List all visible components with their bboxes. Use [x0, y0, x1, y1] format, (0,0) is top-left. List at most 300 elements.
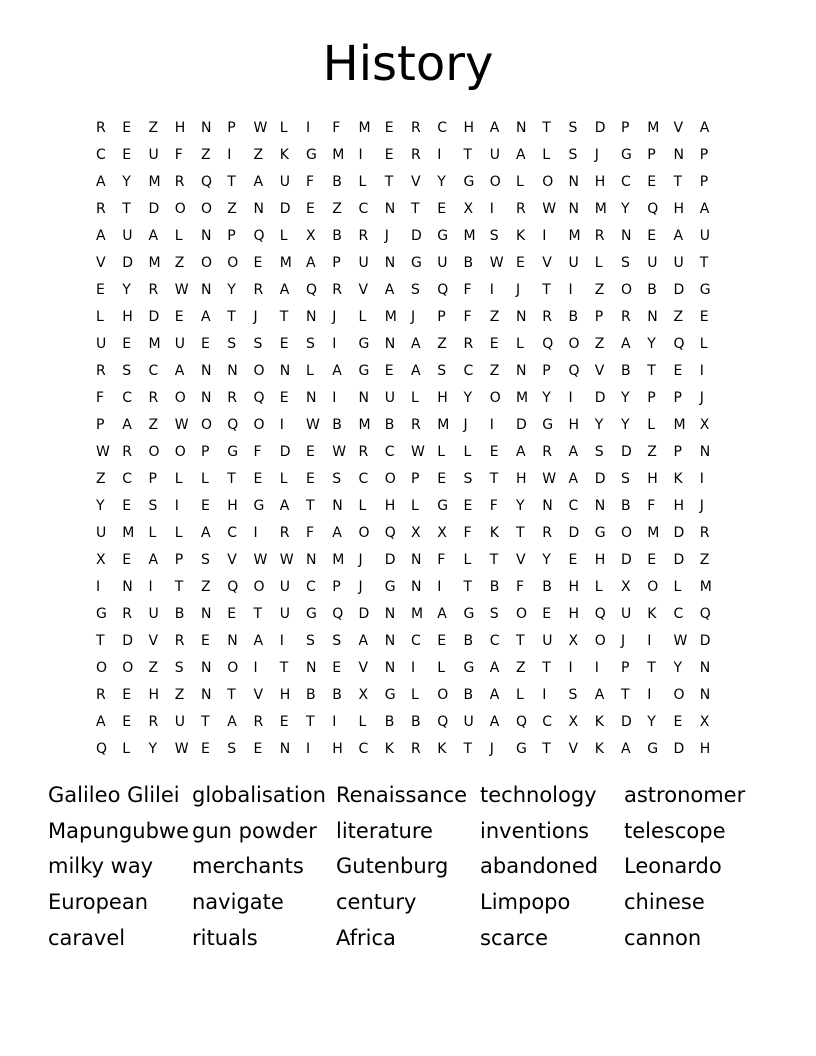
grid-letter: F [489, 498, 498, 514]
grid-letter: A [332, 525, 342, 541]
grid-letter: O [594, 633, 606, 649]
grid-letter: S [621, 471, 630, 487]
grid-letter: M [279, 255, 292, 271]
grid-letter: G [358, 363, 370, 379]
grid-letter: S [306, 336, 315, 352]
grid-letter: N [699, 687, 711, 703]
grid-letter: D [358, 606, 370, 622]
grid-letter: Y [621, 417, 630, 433]
grid-letter: D [621, 552, 632, 568]
grid-letter: M [647, 525, 660, 541]
grid-letter: G [411, 255, 422, 271]
grid-letter: G [306, 147, 317, 163]
grid-letter: T [542, 741, 551, 757]
grid-letter: E [122, 120, 132, 136]
grid-letter: M [358, 417, 371, 433]
grid-letter: H [516, 471, 527, 487]
word-bank-item: Leonardo [624, 854, 722, 879]
grid-letter: R [358, 228, 369, 244]
grid-letter: E [201, 633, 210, 649]
grid-letter: E [384, 120, 394, 136]
word-bank [48, 778, 768, 956]
grid-letter: X [568, 714, 579, 730]
grid-letter: B [384, 714, 395, 730]
grid-letter: F [463, 309, 472, 325]
grid-letter: T [227, 687, 236, 703]
grid-letter: N [201, 687, 212, 703]
grid-letter: F [174, 147, 183, 163]
grid-letter: E [489, 444, 499, 460]
grid-letter: D [148, 201, 160, 217]
grid-letter: R [96, 687, 106, 703]
grid-letter: I [306, 120, 311, 136]
grid-letter: Q [647, 201, 659, 217]
grid-letter: Y [463, 390, 473, 406]
word-bank-item: literature [336, 818, 433, 843]
grid-letter: Y [673, 660, 683, 676]
grid-row [96, 736, 726, 763]
grid-letter: D [673, 282, 685, 298]
grid-letter: Z [699, 552, 710, 568]
grid-letter: R [148, 390, 159, 406]
grid-letter: R [253, 714, 264, 730]
grid-letter: O [489, 174, 501, 190]
grid-letter: T [647, 660, 656, 676]
grid-letter: G [96, 606, 107, 622]
grid-letter: G [516, 741, 527, 757]
grid-letter: D [516, 417, 527, 433]
grid-letter: K [594, 741, 604, 757]
grid-letter: W [306, 417, 320, 433]
grid-letter: X [437, 525, 447, 541]
grid-letter: L [174, 228, 183, 244]
grid-letter: I [411, 660, 416, 676]
grid-letter: P [699, 174, 709, 190]
grid-letter: L [673, 579, 682, 595]
grid-letter: R [174, 633, 185, 649]
grid-letter: U [437, 255, 448, 271]
grid-letter: C [122, 471, 133, 487]
grid-letter: F [463, 525, 472, 541]
grid-letter: S [148, 498, 158, 514]
grid-letter: Q [306, 282, 318, 298]
grid-letter: T [463, 741, 473, 757]
word-bank-item: century [336, 890, 417, 915]
grid-letter: Y [122, 282, 131, 298]
grid-letter: A [437, 606, 447, 622]
grid-letter: S [463, 471, 473, 487]
grid-letter: D [673, 552, 685, 568]
grid-letter: J [699, 498, 704, 514]
grid-letter: R [148, 714, 159, 730]
grid-letter: E [306, 471, 315, 487]
grid-letter: C [568, 498, 579, 514]
grid-letter: K [647, 606, 657, 622]
grid-letter: W [411, 444, 425, 460]
grid-letter: S [489, 228, 499, 244]
grid-letter: K [489, 525, 499, 541]
grid-letter: L [516, 174, 524, 190]
grid-letter: U [174, 714, 185, 730]
grid-letter: I [279, 417, 284, 433]
grid-letter: O [174, 390, 186, 406]
grid-letter: N [253, 201, 264, 217]
grid-letter: I [358, 147, 363, 163]
grid-letter: I [568, 660, 573, 676]
grid-letter: L [148, 525, 157, 541]
grid-letter: V [568, 741, 579, 757]
grid-letter: E [96, 282, 105, 298]
grid-letter: O [148, 444, 160, 460]
grid-letter: V [358, 660, 369, 676]
grid-letter: C [96, 147, 106, 163]
grid-letter: C [542, 714, 553, 730]
grid-letter: L [358, 174, 367, 190]
grid-letter: H [699, 741, 711, 757]
grid-letter: G [358, 336, 370, 352]
grid-letter: E [463, 498, 473, 514]
grid-letter: S [306, 633, 315, 649]
grid-letter: T [489, 471, 499, 487]
grid-letter: N [201, 282, 212, 298]
grid-letter: E [201, 741, 210, 757]
grid-letter: B [332, 228, 342, 244]
grid-letter: M [699, 579, 712, 595]
grid-letter: M [384, 309, 397, 325]
grid-letter: Z [673, 309, 684, 325]
grid-letter: H [647, 471, 658, 487]
grid-letter: D [594, 390, 606, 406]
grid-letter: Y [542, 552, 551, 568]
grid-row [96, 709, 726, 736]
grid-letter: N [201, 363, 212, 379]
grid-row [96, 466, 726, 493]
grid-letter: N [201, 390, 212, 406]
grid-letter: P [437, 309, 446, 325]
grid-letter: O [516, 606, 528, 622]
grid-letter: S [174, 660, 184, 676]
grid-letter: S [489, 606, 499, 622]
grid-letter: T [516, 525, 525, 541]
grid-letter: L [542, 147, 551, 163]
grid-letter: L [201, 471, 209, 487]
grid-letter: M [463, 228, 476, 244]
grid-letter: A [594, 687, 605, 703]
grid-letter: A [411, 336, 421, 352]
grid-letter: T [463, 579, 473, 595]
grid-letter: A [122, 417, 132, 433]
word-bank-item: cannon [624, 925, 702, 950]
grid-letter: U [174, 336, 185, 352]
grid-letter: O [253, 363, 265, 379]
grid-letter: R [542, 525, 552, 541]
grid-letter: A [332, 363, 342, 379]
grid-letter: I [699, 363, 704, 379]
grid-letter: V [227, 552, 237, 568]
grid-letter: F [437, 552, 446, 568]
grid-letter: A [96, 174, 106, 190]
grid-letter: W [174, 417, 189, 433]
grid-letter: N [201, 120, 212, 136]
grid-letter: I [332, 714, 337, 730]
grid-letter: V [594, 363, 605, 379]
grid-letter: Q [384, 525, 396, 541]
grid-letter: N [122, 579, 133, 595]
grid-letter: H [122, 309, 133, 325]
grid-letter: S [568, 687, 578, 703]
word-bank-item: astronomer [624, 783, 746, 808]
grid-letter: N [516, 120, 527, 136]
grid-letter: A [279, 498, 290, 514]
grid-letter: Q [437, 714, 449, 730]
grid-letter: W [542, 201, 557, 217]
grid-letter: E [201, 336, 210, 352]
grid-letter: F [306, 174, 315, 190]
word-bank-item: globalisation [192, 783, 326, 808]
grid-letter: Y [647, 336, 656, 352]
grid-letter: W [489, 255, 504, 271]
grid-letter: N [516, 309, 527, 325]
grid-letter: O [621, 525, 633, 541]
grid-letter: B [489, 579, 500, 595]
grid-letter: N [306, 552, 317, 568]
grid-letter: L [279, 228, 288, 244]
grid-letter: N [279, 363, 291, 379]
grid-letter: Y [621, 390, 630, 406]
grid-letter: N [384, 201, 396, 217]
grid-letter: V [516, 552, 526, 568]
grid-letter: I [647, 633, 652, 649]
grid-letter: H [148, 687, 160, 703]
grid-letter: S [621, 255, 630, 271]
grid-letter: Y [621, 201, 630, 217]
grid-letter: E [489, 336, 499, 352]
grid-letter: N [227, 363, 238, 379]
grid-letter: R [411, 147, 421, 163]
grid-letter: R [227, 390, 237, 406]
grid-letter: J [358, 579, 363, 595]
grid-letter: E [122, 714, 132, 730]
grid-letter: A [306, 255, 316, 271]
grid-letter: Z [516, 660, 526, 676]
grid-letter: X [411, 525, 421, 541]
grid-letter: D [621, 444, 632, 460]
grid-letter: P [621, 660, 630, 676]
grid-row [96, 304, 726, 331]
grid-letter: W [542, 471, 557, 487]
word-bank-item: caravel [48, 925, 126, 950]
grid-letter: T [227, 174, 236, 190]
grid-letter: X [96, 552, 106, 568]
grid-letter: U [279, 174, 290, 190]
grid-letter: E [122, 498, 132, 514]
grid-letter: I [227, 147, 232, 163]
grid-letter: R [411, 120, 421, 136]
grid-letter: M [568, 228, 581, 244]
grid-letter: L [463, 444, 472, 460]
grid-letter: K [279, 147, 289, 163]
grid-letter: G [594, 525, 606, 541]
word-bank-item: abandoned [480, 854, 599, 879]
grid-letter: M [332, 552, 345, 568]
grid-letter: K [516, 228, 526, 244]
grid-letter: B [463, 687, 474, 703]
grid-letter: Y [227, 282, 236, 298]
grid-letter: N [201, 228, 212, 244]
grid-letter: W [96, 444, 110, 460]
grid-letter: Z [332, 201, 342, 217]
grid-letter: M [437, 417, 450, 433]
grid-letter: A [621, 741, 631, 757]
grid-letter: E [253, 741, 263, 757]
grid-letter: L [358, 498, 367, 514]
grid-letter: M [148, 336, 161, 352]
grid-letter: A [621, 336, 631, 352]
grid-letter: K [437, 741, 447, 757]
grid-letter: I [568, 390, 573, 406]
grid-row [96, 655, 726, 682]
grid-letter: N [699, 444, 711, 460]
grid-letter: Y [96, 498, 105, 514]
grid-letter: D [594, 120, 606, 136]
grid-letter: X [306, 228, 316, 244]
grid-letter: V [96, 255, 106, 271]
grid-letter: I [332, 390, 337, 406]
grid-letter: E [437, 633, 447, 649]
grid-letter: N [358, 390, 369, 406]
grid-letter: C [621, 174, 631, 190]
grid-letter: M [148, 255, 161, 271]
word-bank-item: Galileo Glilei [48, 783, 180, 808]
grid-letter: U [489, 147, 500, 163]
grid-letter: Y [148, 741, 158, 757]
grid-letter: M [594, 201, 607, 217]
grid-letter: N [647, 309, 658, 325]
grid-row [96, 250, 726, 277]
grid-letter: U [122, 228, 133, 244]
grid-letter: U [96, 336, 107, 352]
grid-letter: Q [568, 363, 580, 379]
grid-row [96, 520, 726, 547]
grid-letter: N [384, 255, 396, 271]
grid-letter: S [568, 120, 578, 136]
grid-letter: C [148, 363, 159, 379]
grid-letter: T [621, 687, 630, 703]
grid-letter: Q [253, 228, 265, 244]
grid-letter: B [174, 606, 185, 622]
grid-letter: P [673, 390, 682, 406]
grid-letter: Z [174, 687, 185, 703]
grid-letter: U [96, 525, 107, 541]
grid-letter: T [673, 174, 683, 190]
grid-letter: O [253, 579, 265, 595]
grid-letter: Y [542, 390, 551, 406]
word-bank-item: chinese [624, 890, 705, 915]
word-bank-item: Mapungubwe [48, 818, 190, 843]
grid-letter: Z [201, 147, 211, 163]
grid-letter: I [437, 579, 442, 595]
grid-letter: T [253, 606, 263, 622]
grid-letter: X [699, 417, 710, 433]
grid-letter: E [253, 471, 263, 487]
grid-letter: Q [227, 579, 239, 595]
grid-letter: W [673, 633, 688, 649]
grid-letter: A [227, 714, 237, 730]
grid-letter: A [201, 309, 211, 325]
word-bank-item: Renaissance [336, 783, 468, 808]
grid-letter: E [673, 714, 683, 730]
grid-letter: D [122, 633, 134, 649]
grid-letter: L [594, 579, 603, 595]
grid-letter: H [279, 687, 291, 703]
grid-letter: T [647, 363, 656, 379]
grid-letter: P [621, 120, 630, 136]
grid-letter: O [201, 201, 213, 217]
grid-letter: Y [647, 714, 656, 730]
grid-letter: R [463, 336, 474, 352]
grid-letter: L [516, 336, 524, 352]
grid-letter: P [148, 471, 157, 487]
grid-letter: B [411, 714, 421, 730]
grid-letter: Z [148, 660, 159, 676]
grid-letter: U [568, 255, 579, 271]
grid-letter: O [673, 687, 685, 703]
grid-letter: O [647, 579, 659, 595]
grid-letter: F [306, 525, 315, 541]
word-bank-item: inventions [480, 818, 589, 843]
grid-letter: E [306, 201, 315, 217]
grid-letter: G [306, 606, 317, 622]
grid-letter: R [148, 282, 159, 298]
grid-letter: E [253, 255, 263, 271]
grid-letter: B [621, 363, 631, 379]
grid-letter: L [437, 444, 446, 460]
grid-letter: V [542, 255, 552, 271]
grid-letter: X [621, 579, 631, 595]
grid-letter: O [174, 444, 186, 460]
grid-letter: R [174, 174, 185, 190]
grid-row [96, 196, 726, 223]
word-bank-item: Limpopo [480, 890, 571, 915]
grid-letter: I [568, 282, 573, 298]
grid-letter: T [279, 660, 289, 676]
grid-letter: X [568, 633, 579, 649]
grid-letter: N [568, 201, 579, 217]
word-bank-item: scarce [480, 925, 548, 950]
grid-letter: Z [489, 309, 500, 325]
grid-letter: E [673, 363, 683, 379]
grid-letter: I [489, 282, 494, 298]
grid-letter: J [358, 552, 363, 568]
grid-row [96, 331, 726, 358]
grid-letter: D [411, 228, 422, 244]
grid-letter: Z [253, 147, 264, 163]
grid-letter: C [437, 120, 448, 136]
grid-letter: O [201, 417, 213, 433]
grid-letter: S [227, 741, 237, 757]
grid-letter: E [174, 309, 184, 325]
grid-letter: M [647, 120, 660, 136]
grid-letter: U [699, 228, 710, 244]
grid-letter: L [411, 498, 419, 514]
grid-letter: B [542, 579, 552, 595]
grid-row [96, 439, 726, 466]
grid-letter: T [279, 309, 289, 325]
grid-letter: L [96, 309, 104, 325]
grid-letter: G [437, 498, 449, 514]
word-bank-item: technology [480, 783, 597, 808]
grid-letter: I [148, 579, 153, 595]
